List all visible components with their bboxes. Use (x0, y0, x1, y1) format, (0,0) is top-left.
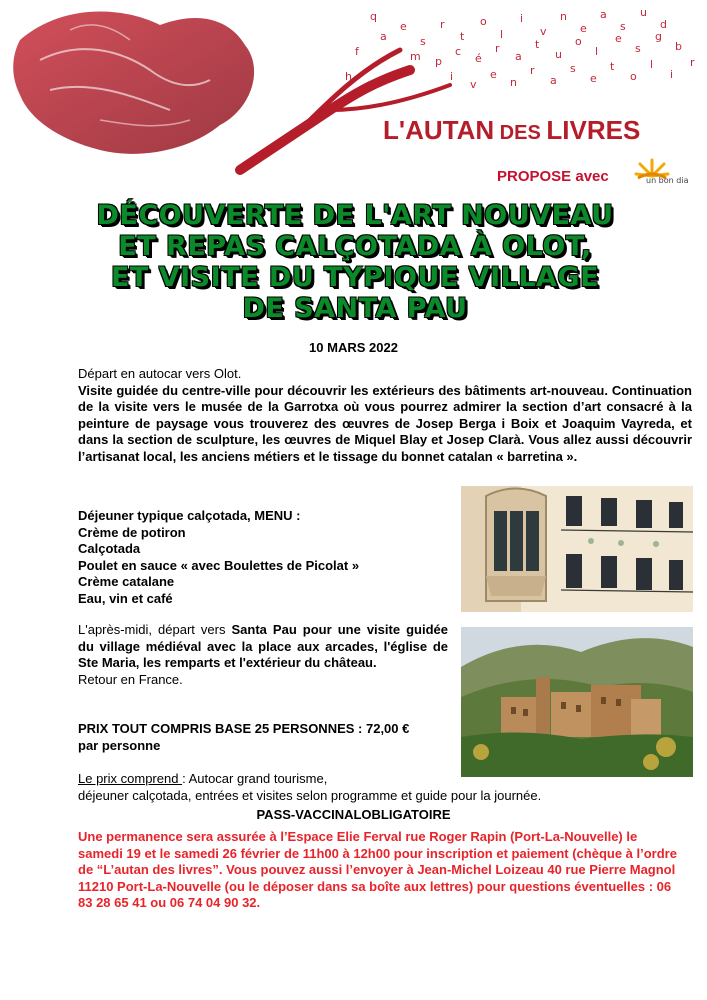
svg-text:t: t (610, 60, 615, 73)
intro-body: Visite guidée du centre-ville pour découvrir les extérieurs des bâtiments art-nouveau. Continuation de la visite vers le musée de la Garrotxa où vous pourrez admirer la section d’art consacré à la peinture de paysage vous trouverez des œuvres de Josep Berga i Boix et Joaquim Vayreda, et dans la section de sculpture, les œuvres de Miquel Blay et Josep Clarà. Vous allez aussi découvrir l’artisanat local, les anciens métiers et le tissage du bonnet catalan « barretina ». (78, 382, 692, 464)
title-line: ET VISITE DU TYPIQUE VILLAGE (110, 262, 600, 293)
lunch-menu (78, 508, 448, 608)
header-illustration (0, 0, 707, 180)
svg-text:r: r (440, 18, 445, 31)
includes-label: Le prix comprend (78, 771, 183, 786)
price-block (78, 721, 448, 754)
svg-text:i: i (670, 68, 674, 81)
svg-text:o: o (575, 35, 582, 48)
menu-heading: Déjeuner typique calçotada, MENU : (78, 508, 301, 523)
price-line: PRIX TOUT COMPRIS BASE 25 PERSONNES : 72,00 € (78, 721, 410, 736)
vaccine-pass-notice: PASS-VACCINALOBLIGATOIRE (256, 807, 451, 822)
svg-text:r: r (495, 42, 500, 55)
svg-text:m: m (410, 50, 421, 63)
menu-item: Crème catalane (78, 574, 175, 590)
propose-text: PROPOSE avec (497, 168, 609, 185)
svg-text:l: l (650, 58, 654, 71)
brand-title (383, 115, 640, 146)
title-line: DE SANTA PAU (242, 293, 468, 324)
includes-text-2: déjeuner calçotada, entrées et visites selon programme et guide pour la journée. (78, 787, 542, 803)
menu-item: Calçotada (78, 541, 141, 557)
svg-text:e: e (490, 68, 497, 81)
art-nouveau-building-photo (461, 486, 693, 612)
svg-text:v: v (540, 25, 547, 38)
brand-middle: DES (494, 122, 547, 144)
title-line: DÉCOUVERTE DE L'ART NOUVEAU (96, 200, 614, 231)
svg-text:s: s (635, 42, 641, 55)
svg-text:o: o (630, 70, 637, 83)
event-date: 10 MARS 2022 (309, 340, 398, 355)
afternoon-detail: Santa Pau pour une visite guidée du village médiéval avec la place aux arcades, l'église de Ste Maria, les remparts et l'extérieur du château. (78, 622, 448, 671)
title-line: ET REPAS CALÇOTADA À OLOT, (118, 231, 592, 262)
logo-text: un bon dia (646, 176, 689, 185)
svg-text:p: p (435, 55, 442, 68)
svg-text:u: u (555, 48, 562, 61)
svg-text:e: e (400, 20, 407, 33)
intro-first-line: Départ en autocar vers Olot. (78, 366, 242, 381)
registration-notice: Une permanence sera assurée à l’Espace Elie Ferval rue Roger Rapin (Port-La-Nouvelle) le samedi 19 et le samedi 26 février de 11h00 à 12h00 pour inscription et paiement (chèque à l’ordre de “L’autan des livres”. Vous pouvez aussi l’envoyer à Jean-Michel Loizeau 40 rue Pierre Magnol 11210 Port-La-Nouvelle (ou le déposer dans sa boîte aux lettres) pour questions éventuelles : 06 83 28 65 41 ou 06 74 04 90 32. (78, 829, 677, 911)
svg-text:i: i (450, 70, 454, 83)
menu-item: Crème de potiron (78, 524, 186, 540)
svg-text:r: r (690, 56, 695, 69)
svg-text:o: o (480, 15, 487, 28)
svg-text:d: d (660, 18, 667, 31)
brand-prefix: L'AUTAN (383, 115, 495, 145)
afternoon-lead: L'après-midi, départ vers (78, 622, 232, 637)
includes-text-1: : Autocar grand tourisme, (182, 771, 328, 786)
menu-item: Eau, vin et café (78, 590, 173, 606)
svg-text:l: l (595, 45, 599, 58)
svg-text:a: a (515, 50, 522, 63)
svg-text:a: a (600, 8, 607, 21)
return-line: Retour en France. (78, 671, 183, 687)
svg-text:i: i (520, 12, 524, 25)
event-title (40, 200, 670, 324)
svg-text:t: t (460, 30, 465, 43)
brand-suffix: LIVRES (546, 115, 641, 145)
svg-text:r: r (530, 64, 535, 77)
price-per-person: par personne (78, 737, 161, 753)
svg-text:é: é (475, 52, 482, 65)
intro-paragraph (78, 366, 692, 466)
svg-text:u: u (640, 6, 647, 19)
svg-text:q: q (370, 10, 377, 23)
svg-text:g: g (655, 30, 662, 43)
svg-text:c: c (455, 45, 462, 58)
svg-text:v: v (470, 78, 477, 91)
santa-pau-village-photo (461, 627, 693, 777)
svg-text:a: a (550, 74, 557, 87)
svg-text:l: l (500, 28, 504, 41)
svg-text:f: f (355, 45, 359, 58)
svg-text:s: s (570, 62, 576, 75)
afternoon-paragraph (78, 622, 448, 688)
svg-text:e: e (615, 32, 622, 45)
svg-text:s: s (420, 35, 426, 48)
svg-text:s: s (620, 20, 626, 33)
svg-text:n: n (510, 76, 517, 89)
svg-text:n: n (560, 10, 567, 23)
svg-text:e: e (580, 22, 587, 35)
svg-text:b: b (675, 40, 682, 53)
svg-text:t: t (535, 38, 540, 51)
svg-text:e: e (590, 72, 597, 85)
svg-text:h: h (345, 70, 352, 83)
svg-text:a: a (380, 30, 387, 43)
menu-item: Poulet en sauce « avec Boulettes de Picolat » (78, 557, 360, 573)
